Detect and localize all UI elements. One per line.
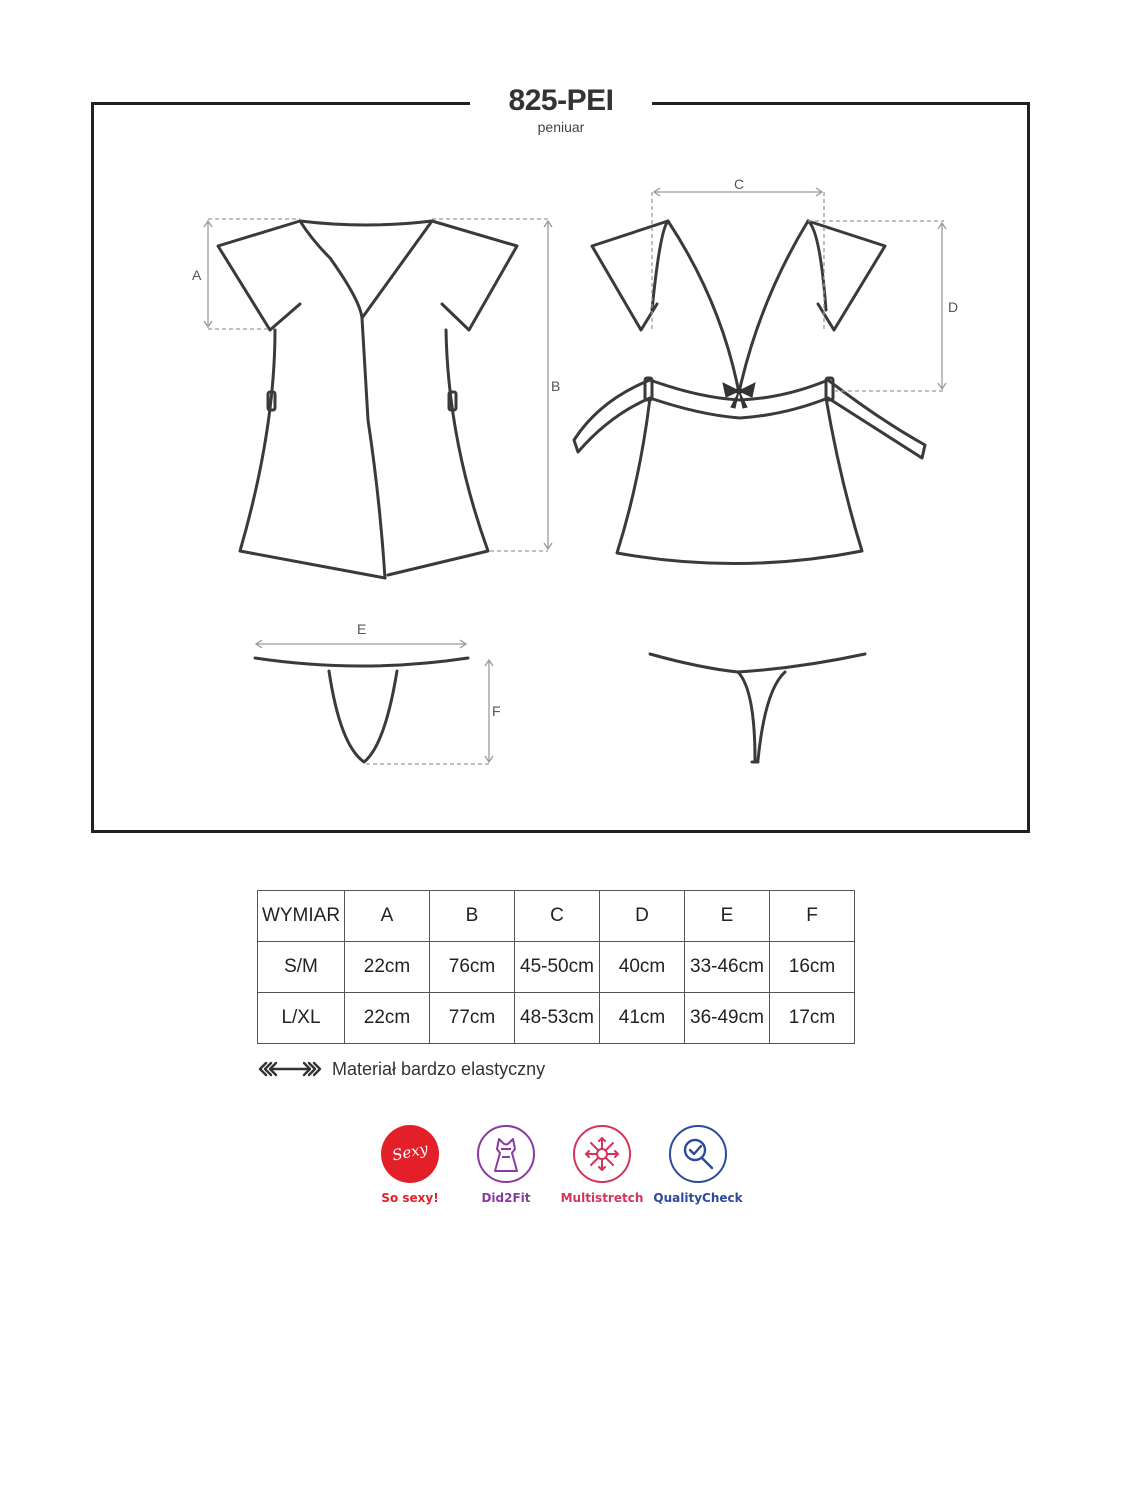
table-header-cell: WYMIAR bbox=[258, 891, 345, 942]
product-code: 825-PEI bbox=[508, 84, 614, 117]
robe-front-drawing bbox=[218, 221, 517, 578]
table-cell: 17cm bbox=[770, 993, 855, 1044]
table-cell: 41cm bbox=[600, 993, 685, 1044]
thong-back-drawing bbox=[650, 654, 865, 762]
table-cell: 33-46cm bbox=[685, 942, 770, 993]
thong-front-drawing bbox=[255, 658, 468, 762]
size-table bbox=[257, 890, 855, 1044]
dimension-guides bbox=[208, 192, 944, 764]
table-header-cell: C bbox=[515, 891, 600, 942]
table-header-cell: D bbox=[600, 891, 685, 942]
badge-multistretch bbox=[552, 1125, 652, 1205]
stretch-arrows-icon bbox=[258, 1061, 322, 1077]
dim-label-e: E bbox=[357, 621, 367, 637]
table-cell: 76cm bbox=[430, 942, 515, 993]
sexy-icon-text: Sexy bbox=[390, 1139, 430, 1165]
table-header-cell: F bbox=[770, 891, 855, 942]
table-cell: 45-50cm bbox=[515, 942, 600, 993]
dimension-lines bbox=[204, 188, 946, 762]
table-cell: S/M bbox=[258, 942, 345, 993]
dim-label-b: B bbox=[551, 378, 561, 394]
multistretch-icon bbox=[573, 1125, 631, 1183]
table-row bbox=[258, 942, 855, 993]
table-header-cell: E bbox=[685, 891, 770, 942]
table-cell: 40cm bbox=[600, 942, 685, 993]
badge-label: QualityCheck bbox=[653, 1191, 743, 1205]
table-cell: 48-53cm bbox=[515, 993, 600, 1044]
dim-label-d: D bbox=[948, 299, 959, 315]
table-header-cell: B bbox=[430, 891, 515, 942]
table-header-row bbox=[258, 891, 855, 942]
table-cell: 77cm bbox=[430, 993, 515, 1044]
table-cell: 22cm bbox=[345, 942, 430, 993]
badge-did2fit bbox=[456, 1125, 556, 1205]
table-header-cell: A bbox=[345, 891, 430, 942]
stretch-note bbox=[258, 1058, 545, 1080]
dim-label-c: C bbox=[734, 176, 745, 192]
dim-label-a: A bbox=[192, 267, 202, 283]
table-cell: 16cm bbox=[770, 942, 855, 993]
product-type: peniuar bbox=[537, 119, 585, 135]
table-cell: L/XL bbox=[258, 993, 345, 1044]
dress-fit-icon bbox=[477, 1125, 535, 1183]
stretch-note-text: Materiał bardzo elastyczny bbox=[332, 1058, 546, 1079]
table-row bbox=[258, 993, 855, 1044]
badge-label: Did2Fit bbox=[481, 1191, 531, 1205]
badge-quality-check bbox=[648, 1125, 748, 1205]
table-cell: 36-49cm bbox=[685, 993, 770, 1044]
sexy-icon bbox=[381, 1125, 439, 1183]
magnifier-check-icon bbox=[669, 1125, 727, 1183]
table-cell: 22cm bbox=[345, 993, 430, 1044]
dim-label-f: F bbox=[492, 703, 501, 719]
badge-label: Multistretch bbox=[560, 1191, 644, 1205]
badge-label: So sexy! bbox=[381, 1191, 439, 1205]
badge-so-sexy bbox=[360, 1125, 460, 1205]
